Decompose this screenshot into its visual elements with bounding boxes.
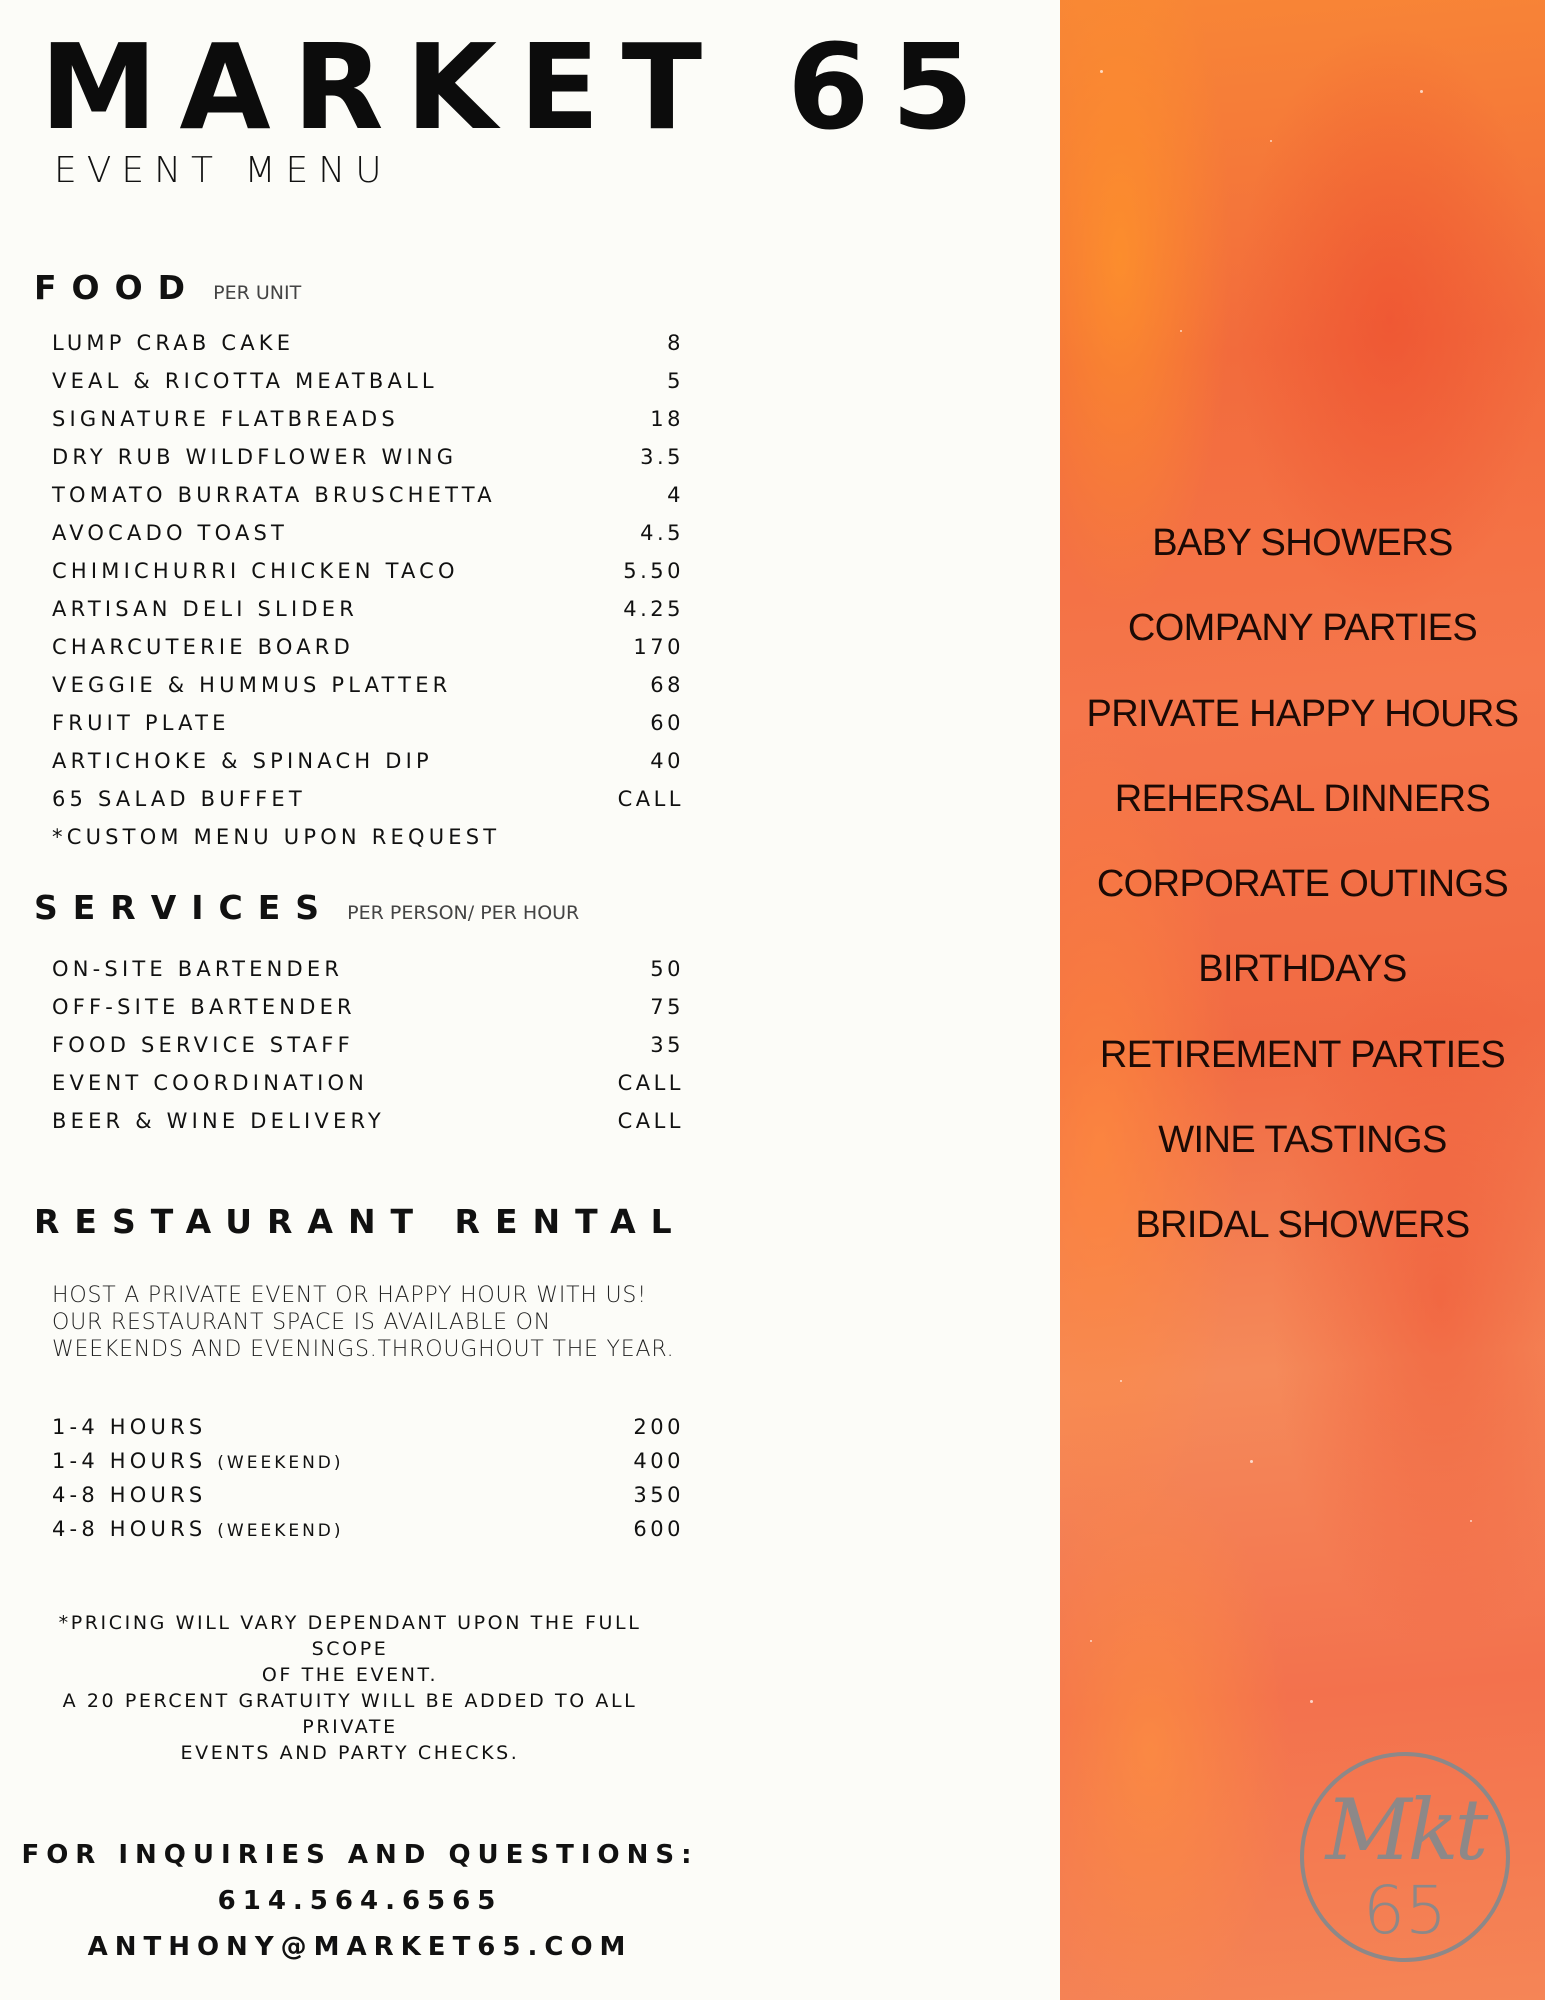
event-type-item: CORPORATE OUTINGS: [1096, 863, 1509, 906]
inquiries-heading: FOR INQUIRIES AND QUESTIONS:: [21, 1840, 699, 1870]
food-item-label: 65 SALAD BUFFET: [52, 787, 306, 811]
service-item: [52, 950, 684, 988]
rental-item-qualifier: (WEEKEND): [217, 1521, 344, 1541]
event-type-item: PRIVATE HAPPY HOURS: [1086, 692, 1519, 735]
rental-item-label: 1-4 HOURS: [52, 1415, 207, 1439]
service-item-price: 35: [650, 1033, 684, 1057]
event-type-item: RETIREMENT PARTIES: [1099, 1033, 1506, 1076]
rental-item: [52, 1444, 684, 1478]
food-item-price: 5.50: [623, 559, 684, 583]
food-item-label: ARTICHOKE & SPINACH DIP: [52, 749, 433, 773]
rental-section-header: [34, 1202, 687, 1241]
food-item-name: [52, 711, 230, 735]
paint-speck: [1250, 1460, 1253, 1463]
paint-speck: [1180, 330, 1182, 332]
food-item-price: 4.5: [640, 521, 684, 545]
food-item-label: AVOCADO TOAST: [52, 521, 289, 545]
menu-subtitle: EVENT MENU: [54, 150, 392, 191]
food-item-name: [52, 559, 459, 583]
rental-description: [52, 1282, 692, 1363]
rental-item-price: 400: [633, 1449, 684, 1473]
food-item-name: [52, 521, 288, 545]
rental-description-line: OUR RESTAURANT SPACE IS AVAILABLE ON: [52, 1310, 552, 1335]
food-item-name: [52, 331, 294, 355]
food-item-price: CALL: [617, 787, 684, 811]
paint-speck: [1100, 70, 1103, 73]
rental-item: [52, 1512, 684, 1546]
paint-speck: [1090, 1640, 1092, 1642]
rental-item-price: 600: [633, 1517, 684, 1541]
disclaimer-line: OF THE EVENT.: [261, 1664, 439, 1686]
paint-speck: [1270, 140, 1272, 142]
rental-item-label: 1-4 HOURS: [52, 1449, 207, 1473]
food-list: [52, 324, 684, 856]
rental-description-line: HOST A PRIVATE EVENT OR HAPPY HOUR WITH US!: [52, 1283, 647, 1308]
food-item-name: [52, 635, 354, 659]
food-item-price: 4.25: [623, 597, 684, 621]
event-type-item: COMPANY PARTIES: [1127, 607, 1478, 650]
services-title: SERVICES: [34, 888, 335, 927]
events-panel: [1060, 0, 1545, 2000]
food-item: [52, 324, 684, 362]
custom-menu-row: [52, 818, 684, 856]
service-item: [52, 1064, 684, 1102]
restaurant-title: MARKET 65: [40, 18, 996, 156]
service-item-name: [52, 995, 356, 1019]
disclaimer-line: A 20 PERCENT GRATUITY WILL BE ADDED TO ALL PRIVATE: [62, 1690, 638, 1738]
food-unit-note: PER UNIT: [213, 282, 302, 304]
service-item-price: 50: [650, 957, 684, 981]
food-item-price: 60: [650, 711, 684, 735]
rental-item-qualifier: (WEEKEND): [217, 1453, 344, 1473]
service-item-label: ON-SITE BARTENDER: [52, 957, 344, 981]
service-item-name: [52, 1109, 385, 1133]
rental-item-label: 4-8 HOURS: [52, 1483, 207, 1507]
food-item-name: [52, 445, 457, 469]
services-list: [52, 950, 684, 1140]
service-item-label: OFF-SITE BARTENDER: [52, 995, 356, 1019]
food-item-label: CHARCUTERIE BOARD: [52, 635, 354, 659]
rental-item-name: [52, 1483, 206, 1507]
service-item-label: EVENT COORDINATION: [52, 1071, 369, 1095]
paint-speck: [1470, 1520, 1472, 1522]
food-item-name: [52, 369, 438, 393]
food-item-name: [52, 749, 433, 773]
service-item: [52, 1026, 684, 1064]
rental-price-list: [52, 1410, 684, 1546]
food-item: [52, 400, 684, 438]
logo-number-text: 65: [1363, 1872, 1447, 1949]
service-item-name: [52, 1071, 368, 1095]
food-item: [52, 514, 684, 552]
event-type-item: BABY SHOWERS: [1152, 522, 1453, 564]
food-item: [52, 666, 684, 704]
food-item: [52, 704, 684, 742]
food-item: [52, 476, 684, 514]
event-type-item: REHERSAL DINNERS: [1114, 777, 1491, 820]
event-type-item: WINE TASTINGS: [1158, 1119, 1447, 1162]
food-item-label: VEAL & RICOTTA MEATBALL: [52, 369, 438, 393]
contact-phone[interactable]: 614.564.6565: [217, 1886, 503, 1916]
paint-speck: [1120, 1380, 1122, 1382]
food-item-price: 18: [650, 407, 684, 431]
food-item-price: 68: [650, 673, 684, 697]
rental-title: RESTAURANT RENTAL: [34, 1202, 687, 1241]
food-item-label: VEGGIE & HUMMUS PLATTER: [52, 673, 452, 697]
rental-item: [52, 1478, 684, 1512]
food-item-price: 4: [667, 483, 684, 507]
food-item-price: 8: [667, 331, 684, 355]
food-item-price: 170: [633, 635, 684, 659]
service-item-name: [52, 957, 343, 981]
disclaimer-line: EVENTS AND PARTY CHECKS.: [180, 1742, 520, 1764]
food-item: [52, 438, 684, 476]
paint-speck: [1310, 1700, 1313, 1703]
service-item-label: FOOD SERVICE STAFF: [52, 1033, 354, 1057]
food-item-label: DRY RUB WILDFLOWER WING: [52, 445, 458, 469]
food-item-label: SIGNATURE FLATBREADS: [52, 407, 399, 431]
food-item-name: [52, 673, 451, 697]
event-types-list: [1060, 515, 1545, 1283]
food-item: [52, 742, 684, 780]
food-item: [52, 590, 684, 628]
food-item: [52, 362, 684, 400]
food-item-price: 5: [667, 369, 684, 393]
event-type-item: BIRTHDAYS: [1198, 948, 1407, 991]
food-item-name: [52, 407, 399, 431]
food-item-name: [52, 787, 306, 811]
food-item-price: 40: [650, 749, 684, 773]
rental-item-price: 200: [633, 1415, 684, 1439]
custom-menu-note: *CUSTOM MENU UPON REQUEST: [52, 825, 501, 849]
food-section-header: [34, 268, 301, 307]
services-section-header: [34, 888, 579, 927]
disclaimer-line: *PRICING WILL VARY DEPENDANT UPON THE FULL SCOPE: [58, 1612, 642, 1660]
service-item-price: CALL: [617, 1109, 684, 1133]
rental-item-name: [52, 1449, 344, 1473]
rental-description-line: WEEKENDS AND EVENINGS.THROUGHOUT THE YEAR.: [52, 1337, 675, 1362]
rental-item-label: 4-8 HOURS: [52, 1517, 207, 1541]
food-item: [52, 780, 684, 818]
contact-email[interactable]: ANTHONY@MARKET65.COM: [87, 1932, 633, 1962]
service-item-label: BEER & WINE DELIVERY: [52, 1109, 385, 1133]
service-item: [52, 988, 684, 1026]
service-item-price: 75: [650, 995, 684, 1019]
rental-item-price: 350: [633, 1483, 684, 1507]
food-title: FOOD: [34, 268, 201, 307]
rental-item-name: [52, 1517, 344, 1541]
food-item-label: TOMATO BURRATA BRUSCHETTA: [52, 483, 496, 507]
food-item-label: FRUIT PLATE: [52, 711, 230, 735]
mkt65-logo: [1300, 1752, 1510, 1962]
service-item-price: CALL: [617, 1071, 684, 1095]
food-item: [52, 628, 684, 666]
services-unit-note: PER PERSON/ PER HOUR: [347, 902, 580, 924]
food-item-price: 3.5: [640, 445, 684, 469]
food-item-name: [52, 483, 496, 507]
event-type-item: BRIDAL SHOWERS: [1135, 1204, 1470, 1247]
pricing-disclaimer: [20, 1610, 680, 1766]
service-item: [52, 1102, 684, 1140]
food-item-label: LUMP CRAB CAKE: [52, 331, 295, 355]
rental-item-name: [52, 1415, 206, 1439]
food-item-label: ARTISAN DELI SLIDER: [52, 597, 358, 621]
food-item: [52, 552, 684, 590]
service-item-name: [52, 1033, 354, 1057]
paint-speck: [1420, 90, 1423, 93]
food-item-label: CHIMICHURRI CHICKEN TACO: [52, 559, 459, 583]
rental-item: [52, 1410, 684, 1444]
food-item-name: [52, 597, 358, 621]
logo-script-text: Mkt: [1325, 1781, 1485, 1879]
